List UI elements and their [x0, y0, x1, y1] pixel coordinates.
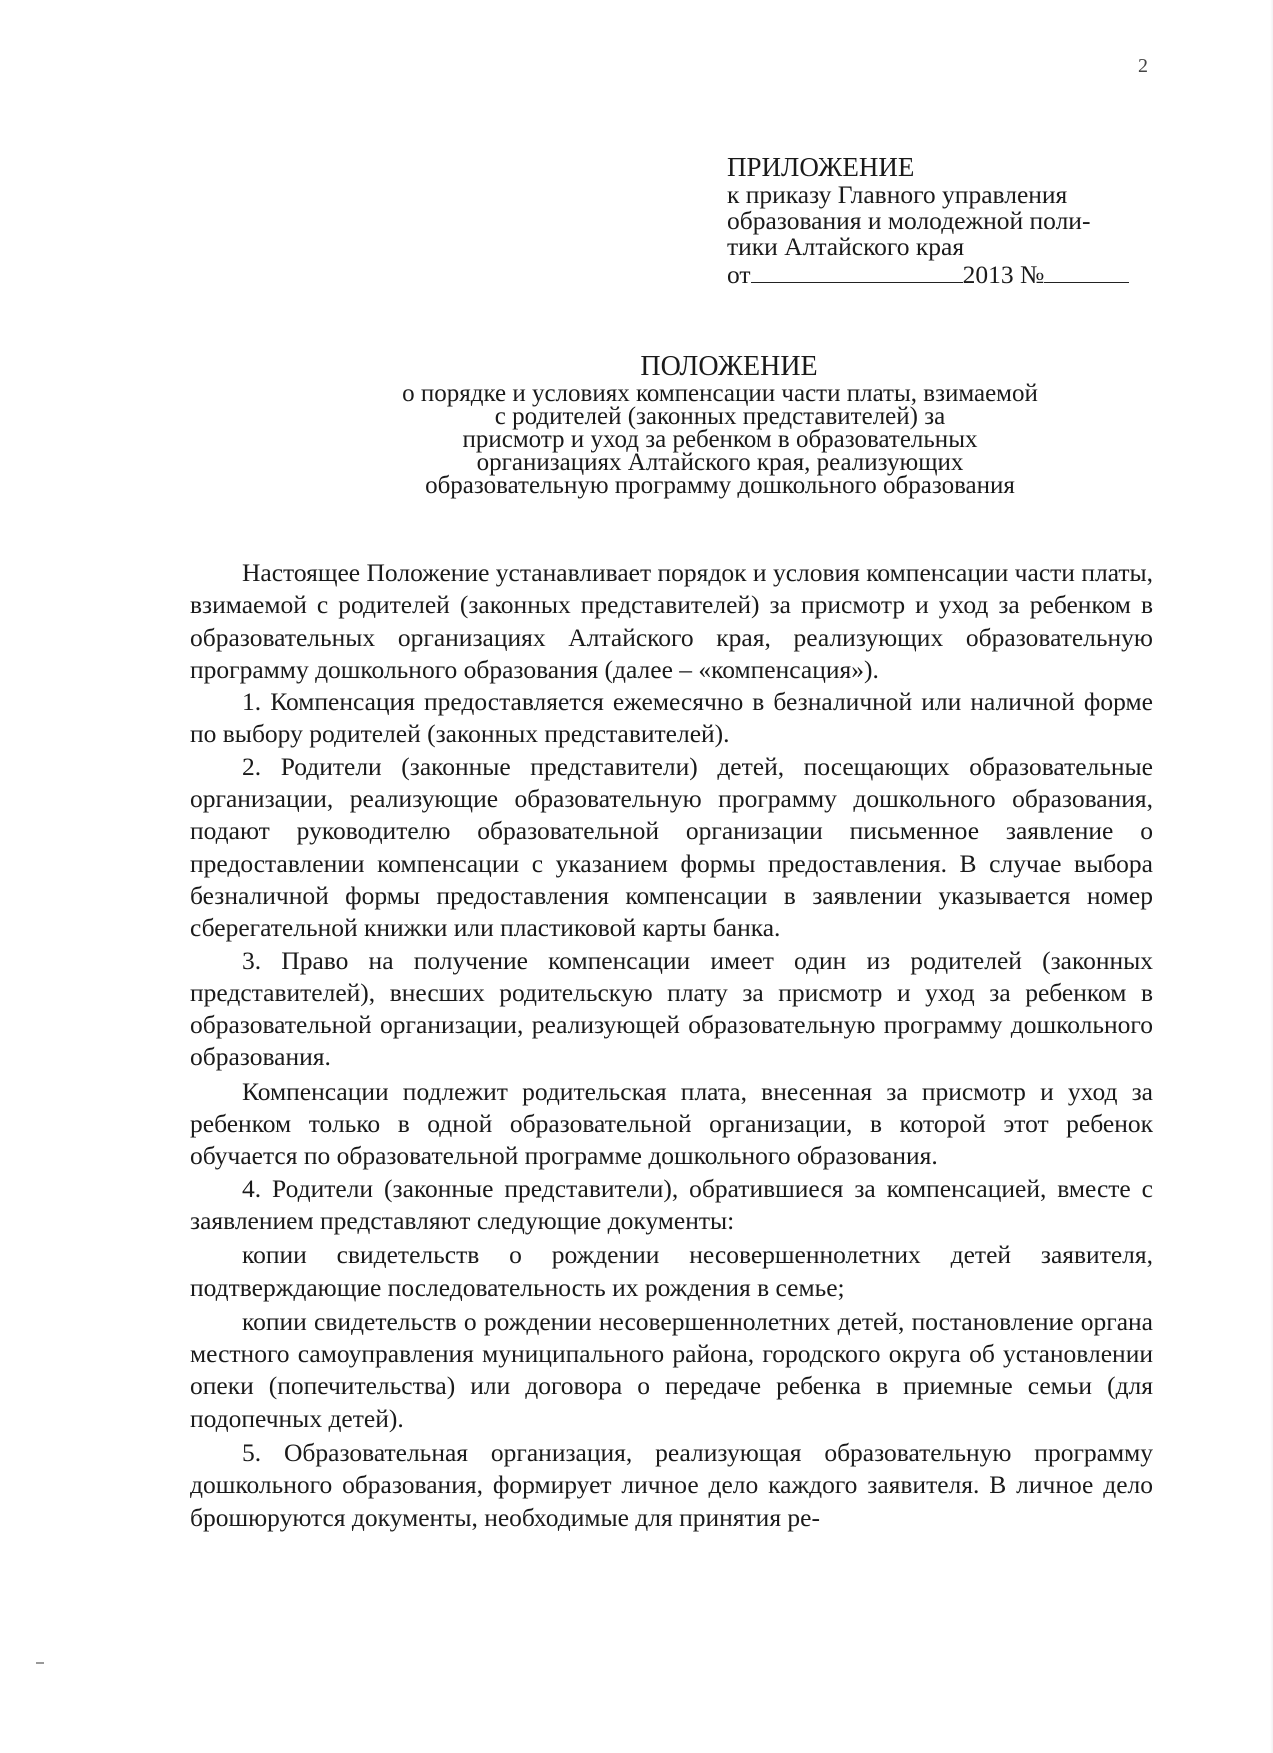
paragraph-4-item-2: копии свидетельств о рождении несовершеннолетних детей, постановление органа местного самоуправления муниципального района, городского округа об установлении опеки (попечительства) или договора о передаче ребенка в приемные семьи (для подопечных детей). [190, 1306, 1153, 1433]
page-number: 2 [1138, 55, 1148, 77]
paragraph-1: 1. Компенсация предоставляется ежемесячно в безналичной или наличной форме по выбору родителей (законных представителей). [190, 687, 1153, 749]
document-subtitle-line: о порядке и условиях компенсации части платы, взимаемой [402, 380, 1038, 407]
date-prefix: от [727, 260, 751, 289]
appendix-date-line [727, 262, 1167, 288]
date-blank [751, 262, 963, 283]
document-subtitle-line: образовательную программу дошкольного образования [425, 472, 1015, 499]
date-year-number: 2013 № [962, 260, 1045, 289]
appendix-line: к приказу Главного управления [727, 180, 1068, 209]
appendix-title: ПРИЛОЖЕНИЕ [727, 152, 915, 182]
appendix-line: образования и молодежной поли- [727, 206, 1091, 235]
paragraph-3: 3. Право на получение компенсации имеет один из родителей (законных представителей), внесших родительскую плату за присмотр и уход за ребенком в образовательной организации, реализующей образовательную программу дошкольного образования. [190, 945, 1153, 1072]
paragraph-4: 4. Родители (законные представители), обратившиеся за компенсацией, вместе с заявлением представляют следующие документы: [190, 1173, 1153, 1235]
number-blank [1044, 262, 1129, 283]
appendix-line: тики Алтайского края [727, 232, 965, 261]
paragraph-2: 2. Родители (законные представители) детей, посещающих образовательные организации, реализующие образовательную программу дошкольного образования, подают руководителю образовательной организации письменное заявление о предоставлении компенсации с указанием формы предоставления. В случае выбора безналичной формы предоставления компенсации в заявлении указывается номер сберегательной книжки или пластиковой карты банка. [190, 751, 1153, 943]
document-subtitle-line: организациях Алтайского края, реализующих [476, 449, 964, 476]
appendix-block [727, 152, 1167, 288]
paragraph-5: 5. Образовательная организация, реализующая образовательную программу дошкольного образования, формирует личное дело каждого заявителя. В личное дело брошюруются документы, необходимые для принятия ре- [190, 1438, 1153, 1532]
document-subtitle-line: с родителей (законных представителей) за [494, 403, 946, 430]
paragraph-4-item-1: копии свидетельств о рождении несовершеннолетних детей заявителя, подтверждающие последовательность их рождения в семье; [190, 1240, 1153, 1302]
document-title: ПОЛОЖЕНИЕ [640, 351, 818, 382]
scan-artifact [36, 1662, 44, 1664]
paragraph-3-continued: Компенсации подлежит родительская плата, внесенная за присмотр и уход за ребенком только в одной образовательной организации, в которой этот ребенок обучается по образовательной программе дошкольного образования. [190, 1076, 1153, 1171]
document-body [190, 557, 1153, 1534]
document-subtitle-line: присмотр и уход за ребенком в образовательных [462, 426, 978, 453]
paragraph-intro: Настоящее Положение устанавливает порядок и условия компенсации части платы, взимаемой с родителей (законных представителей) за присмотр и уход за ребенком в образовательных организациях Алтайского края, реализующих образовательную программу дошкольного образования (далее – «компенсация»). [190, 558, 1153, 684]
document-header [260, 352, 1180, 497]
